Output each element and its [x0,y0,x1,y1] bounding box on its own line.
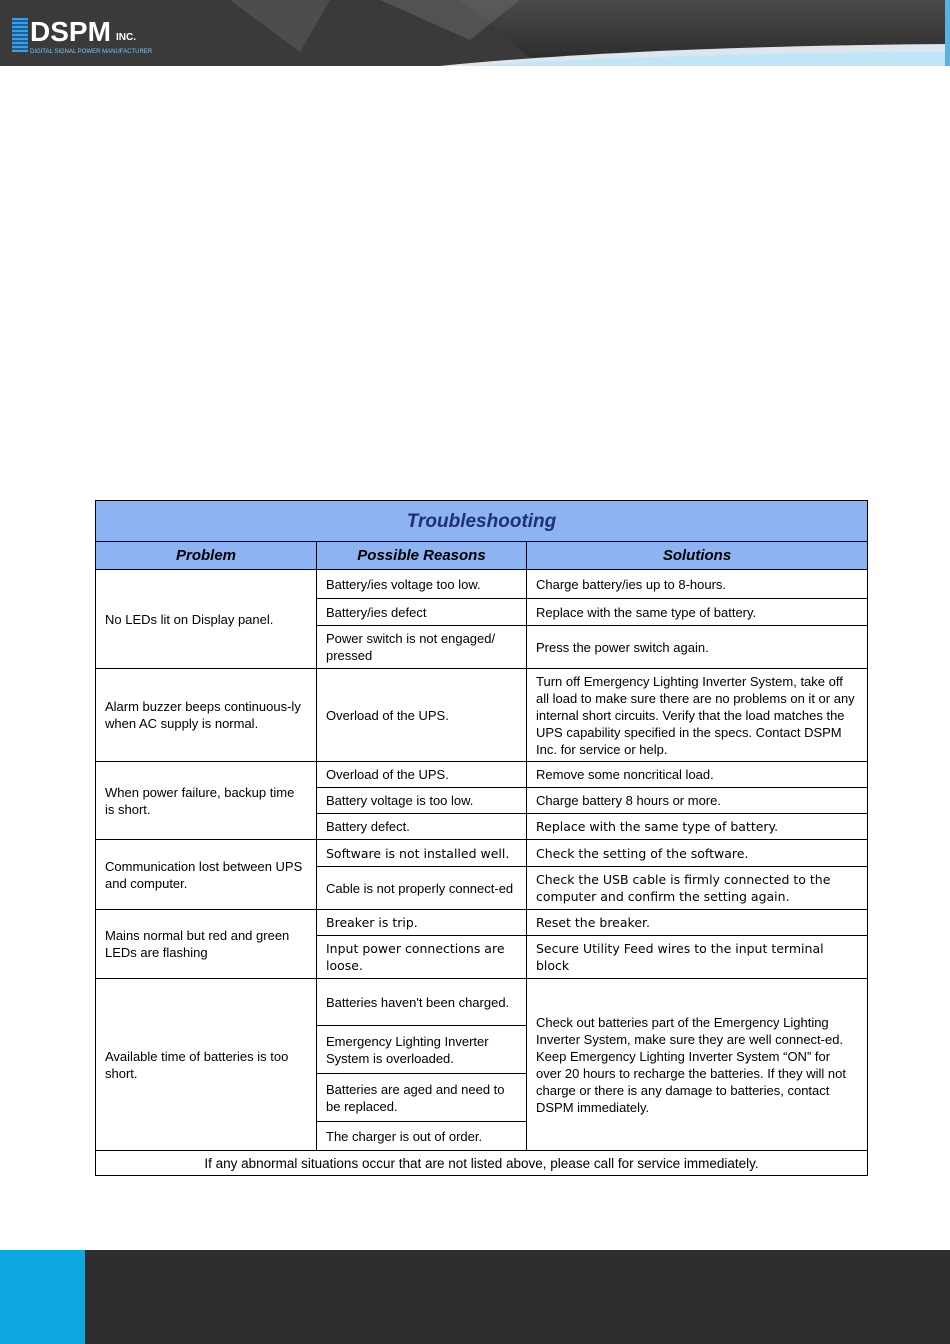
reason-cell: Battery voltage is too low. [317,788,527,814]
reason-cell: Input power connections are loose. [317,936,527,979]
problem-cell: Available time of batteries is too short. [96,979,317,1151]
dspm-logo [12,14,153,58]
solution-cell: Secure Utility Feed wires to the input terminal block [527,936,868,979]
reason-cell: The charger is out of order. [317,1122,527,1151]
solution-cell: Replace with the same type of battery. [527,599,868,626]
footer-blue-tab [0,1250,85,1344]
solution-cell: Charge battery 8 hours or more. [527,788,868,814]
reason-cell: Breaker is trip. [317,910,527,936]
reason-cell: Power switch is not engaged/ pressed [317,626,527,669]
solution-cell: Check out batteries part of the Emergency Lighting Inverter System, make sure they are well connect-ed. Keep Emergency Lighting Inverter System “ON” for over 20 hours to recharge the batteries. If they will not charge or there is any damage to batteries, contact DSPM immediately. [527,979,868,1151]
solution-cell: Replace with the same type of battery. [527,814,868,840]
solution-cell: Check the setting of the software. [527,840,868,867]
table-row [96,840,868,867]
table-row [96,570,868,599]
table-row [96,910,868,936]
logo-bars-icon [12,18,28,52]
reason-cell: Battery defect. [317,814,527,840]
reason-cell: Battery/ies voltage too low. [317,570,527,599]
logo-text: DSPM [30,16,111,47]
reason-cell: Battery/ies defect [317,599,527,626]
logo-suffix: INC. [116,32,136,43]
reason-cell: Batteries haven't been charged. [317,979,527,1026]
reason-cell: Emergency Lighting Inverter System is overloaded. [317,1026,527,1074]
troubleshooting-table [95,500,868,1176]
problem-cell: When power failure, backup time is short. [96,762,317,840]
page-footer [0,1250,950,1344]
problem-cell: Mains normal but red and green LEDs are flashing [96,910,317,979]
page-header [0,0,950,66]
table-row [96,669,868,762]
column-header-reasons: Possible Reasons [317,542,527,570]
reason-cell: Overload of the UPS. [317,762,527,788]
column-header-solutions: Solutions [527,542,868,570]
solution-cell: Reset the breaker. [527,910,868,936]
solution-cell: Press the power switch again. [527,626,868,669]
solution-cell: Remove some noncritical load. [527,762,868,788]
header-swoosh-graphic [0,0,950,66]
solution-cell: Charge battery/ies up to 8-hours. [527,570,868,599]
problem-cell: Alarm buzzer beeps continuous-ly when AC supply is normal. [96,669,317,762]
table-title: Troubleshooting [96,501,868,542]
logo-tagline: DIGITAL SIGNAL POWER MANUFACTURER [30,49,153,55]
reason-cell: Batteries are aged and need to be replaced. [317,1074,527,1122]
reason-cell: Software is not installed well. [317,840,527,867]
column-header-problem: Problem [96,542,317,570]
problem-cell: Communication lost between UPS and computer. [96,840,317,910]
reason-cell: Cable is not properly connect-ed [317,867,527,910]
reason-cell: Overload of the UPS. [317,669,527,762]
table-row [96,762,868,788]
problem-cell: No LEDs lit on Display panel. [96,570,317,669]
table-row [96,979,868,1026]
solution-cell: Turn off Emergency Lighting Inverter System, take off all load to make sure there are no problems on it or any internal short circuits. Verify that the load matches the UPS capability specified in the specs. Contact DSPM Inc. for service or help. [527,669,868,762]
solution-cell: Check the USB cable is firmly connected to the computer and confirm the setting again. [527,867,868,910]
table-footer-note: If any abnormal situations occur that are not listed above, please call for service immediately. [96,1151,868,1176]
